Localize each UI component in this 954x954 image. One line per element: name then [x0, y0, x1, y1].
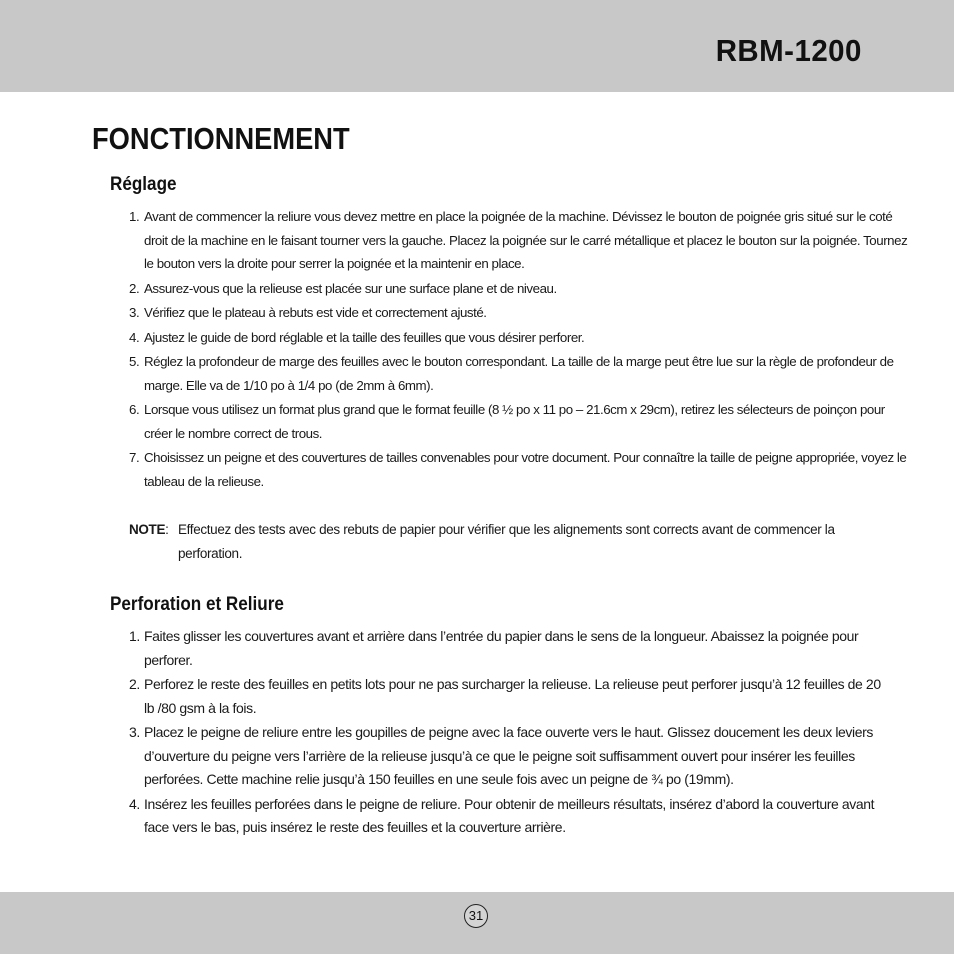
- list-item-text: Avant de commencer la reliure vous devez mettre en place la poignée de la machine. Dévissez le bouton de poignée gris situé sur le coté droit de la machine en le faisant tourner vers la gauche. Placez la poignée sur le carré métallique et placez le bouton sur la poignée. Tournez le bouton vers la droite pour serrer la poignée et la maintenir en place.: [144, 209, 908, 271]
- list-item-number: 7.: [129, 450, 140, 465]
- list-item-number: 4.: [129, 329, 140, 345]
- list-item: [129, 350, 909, 397]
- list-item: [129, 446, 909, 493]
- list-item-text: Faites glisser les couvertures avant et arrière dans l’entrée du papier dans le sens de la longueur. Abaissez la poignée pour perforer.: [144, 628, 859, 668]
- list-item-number: 4.: [129, 795, 140, 812]
- list-item-number: 1.: [129, 628, 140, 644]
- list-item-text: Réglez la profondeur de marge des feuilles avec le bouton correspondant. La taille de la marge peut être lue sur la règle de profondeur de marge. Elle va de 1/10 po à 1/4 po (de 2mm à 6mm).: [144, 354, 894, 393]
- note-separator: :: [165, 522, 169, 537]
- list-item-text: Placez le peigne de reliure entre les goupilles de peigne avec la face ouverte vers le haut. Glissez doucement les deux leviers d’ouverture du peigne vers l’arrière de la relieuse jusqu’à ce que le peigne soit suffisamment ouvert pour insérer les feuilles perforées. Cette machine relie jusqu’à 150 feuilles en une seule fois avec un peigne de ¾ po (19mm).: [144, 724, 873, 787]
- list-item-text: Assurez-vous que la relieuse est placée sur une surface plane et de niveau.: [144, 280, 557, 296]
- list-item: [129, 205, 909, 276]
- list-item: [129, 398, 909, 445]
- list-item-text: Perforez le reste des feuilles en petits lots pour ne pas surcharger la relieuse. La relieuse peut perforer jusqu’à 12 feuilles de 20 lb /80 gsm à la fois.: [144, 676, 881, 716]
- list-item-text: Vérifiez que le plateau à rebuts est vide et correctement ajusté.: [144, 305, 487, 320]
- note-block: [129, 518, 849, 565]
- perforation-heading: Perforation et Reliure: [110, 594, 284, 615]
- list-item: [129, 721, 889, 792]
- list-item-number: 1.: [129, 209, 140, 224]
- list-item: [129, 673, 889, 720]
- list-item: [129, 625, 889, 672]
- list-item-text: Ajustez le guide de bord réglable et la taille des feuilles que vous désirer perforer.: [144, 329, 585, 345]
- list-item-text: Choisissez un peigne et des couvertures de tailles convenables pour votre document. Pour connaître la taille de peigne appropriée, voyez le tableau de la relieuse.: [144, 450, 907, 489]
- list-item-number: 2.: [129, 280, 140, 296]
- list-item-text: Insérez les feuilles perforées dans le peigne de reliure. Pour obtenir de meilleurs résultats, insérez d’abord la couverture avant face vers le bas, puis insérez le reste des feuilles et la couverture arrière.: [144, 795, 875, 835]
- page-number: 31: [464, 904, 488, 928]
- list-item-number: 3.: [129, 305, 140, 320]
- list-item-text: Lorsque vous utilisez un format plus grand que le format feuille (8 ½ po x 11 po – 21.6cm x 29cm), retirez les sélecteurs de poinçon pour créer le nombre correct de trous.: [144, 402, 885, 441]
- note-label: NOTE: [129, 522, 166, 537]
- list-item-number: 3.: [129, 724, 140, 740]
- list-item: [129, 326, 909, 350]
- reglage-list: [129, 205, 909, 494]
- list-item: [129, 301, 909, 325]
- model-name: RBM-1200: [715, 33, 862, 68]
- list-item: [129, 793, 889, 840]
- note-text: Effectuez des tests avec des rebuts de papier pour vérifier que les alignements sont corrects avant de commencer la perforation.: [178, 522, 835, 561]
- header-band: [0, 0, 954, 92]
- reglage-heading: Réglage: [110, 174, 177, 195]
- list-item-number: 2.: [129, 676, 140, 692]
- list-item-number: 6.: [129, 402, 140, 417]
- page-title: FONCTIONNEMENT: [92, 121, 350, 156]
- perforation-list: [129, 625, 889, 841]
- list-item: [129, 277, 909, 301]
- list-item-number: 5.: [129, 354, 140, 369]
